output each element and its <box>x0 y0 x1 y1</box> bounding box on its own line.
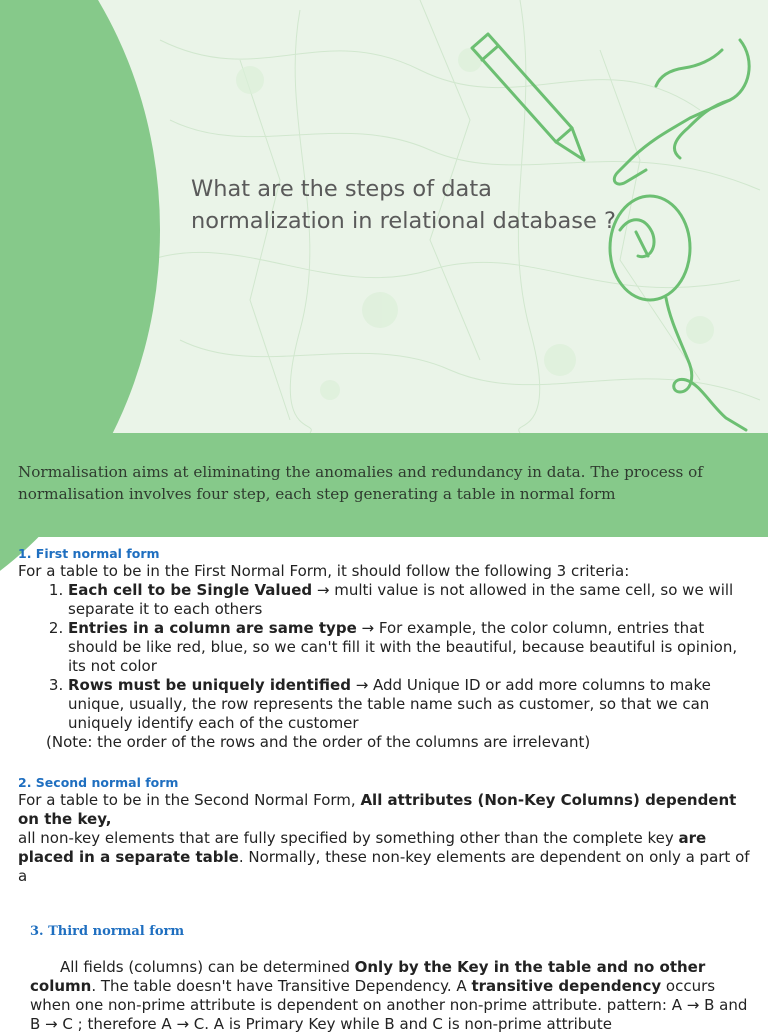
section-second-normal-form <box>18 775 756 885</box>
body-tail: . Normally, these non-key elements are dependent on only a part of a <box>18 848 750 885</box>
third-text-3: occurs when one non-prime attribute is dependent on another non-prime attribute. pattern: A → B and B → C ; therefore A → C. A is Primary Key while B and C is non-prime attribute <box>30 977 748 1033</box>
section-note: (Note: the order of the rows and the order of the columns are irrelevant) <box>46 733 591 751</box>
criteria-item <box>68 676 756 733</box>
criteria-item <box>68 581 756 619</box>
pencil-icon <box>472 34 584 160</box>
body-bold: are placed in a separate table <box>18 829 707 866</box>
lead-bold: All attributes (Non-Key Columns) dependent on the key, <box>18 791 737 828</box>
lead-text: For a table to be in the Second Normal Form, <box>18 791 361 809</box>
third-bold-1: Only by the Key in the table and no other column <box>30 958 706 995</box>
section-first-normal-form <box>18 546 756 752</box>
hero-section <box>0 0 768 433</box>
hero-accent-arc <box>0 0 160 640</box>
pointing-hand-icon <box>614 40 749 184</box>
section-body <box>18 829 756 886</box>
criteria-text: → multi value is not allowed in the same cell, so we will separate it to each others <box>68 581 734 618</box>
third-bold-2: transitive dependency <box>471 977 662 995</box>
section-lead <box>18 791 756 829</box>
section-heading: 1. First normal form <box>18 546 160 561</box>
criteria-title: Entries in a column are same type <box>68 619 357 637</box>
section-third-normal-form <box>30 958 756 1033</box>
criteria-title: Rows must be uniquely identified <box>68 676 351 694</box>
section-lead: For a table to be in the First Normal Form, it should follow the following 3 criteria: <box>18 562 630 580</box>
title-line-1: What are the steps of data <box>191 176 492 202</box>
page-title <box>191 173 661 237</box>
third-text-2: . The table doesn't have Transitive Dependency. A <box>91 977 472 995</box>
section-heading: 2. Second normal form <box>18 775 179 790</box>
criteria-list <box>18 581 756 733</box>
criteria-item <box>68 619 756 676</box>
criteria-text: → Add Unique ID or add more columns to make unique, usually, the row represents the table name such as customer, so that we can uniquely identify each of the customer <box>68 676 711 732</box>
body-text: all non-key elements that are fully specified by something other than the complete key <box>18 829 679 847</box>
intro-text: Normalisation aims at eliminating the anomalies and redundancy in data. The process of normalisation involves four step, each step generating a table in normal form <box>18 463 703 503</box>
third-text-1: All fields (columns) can be determined <box>60 958 355 976</box>
title-line-2: normalization in relational database ? <box>191 208 616 234</box>
criteria-title: Each cell to be Single Valued <box>68 581 313 599</box>
section-heading-third: 3. Third normal form <box>30 924 185 939</box>
criteria-text: → For example, the color column, entries that should be like red, blue, so we can't fill it with the beautiful, because beautiful is opinion, its not color <box>68 619 738 675</box>
